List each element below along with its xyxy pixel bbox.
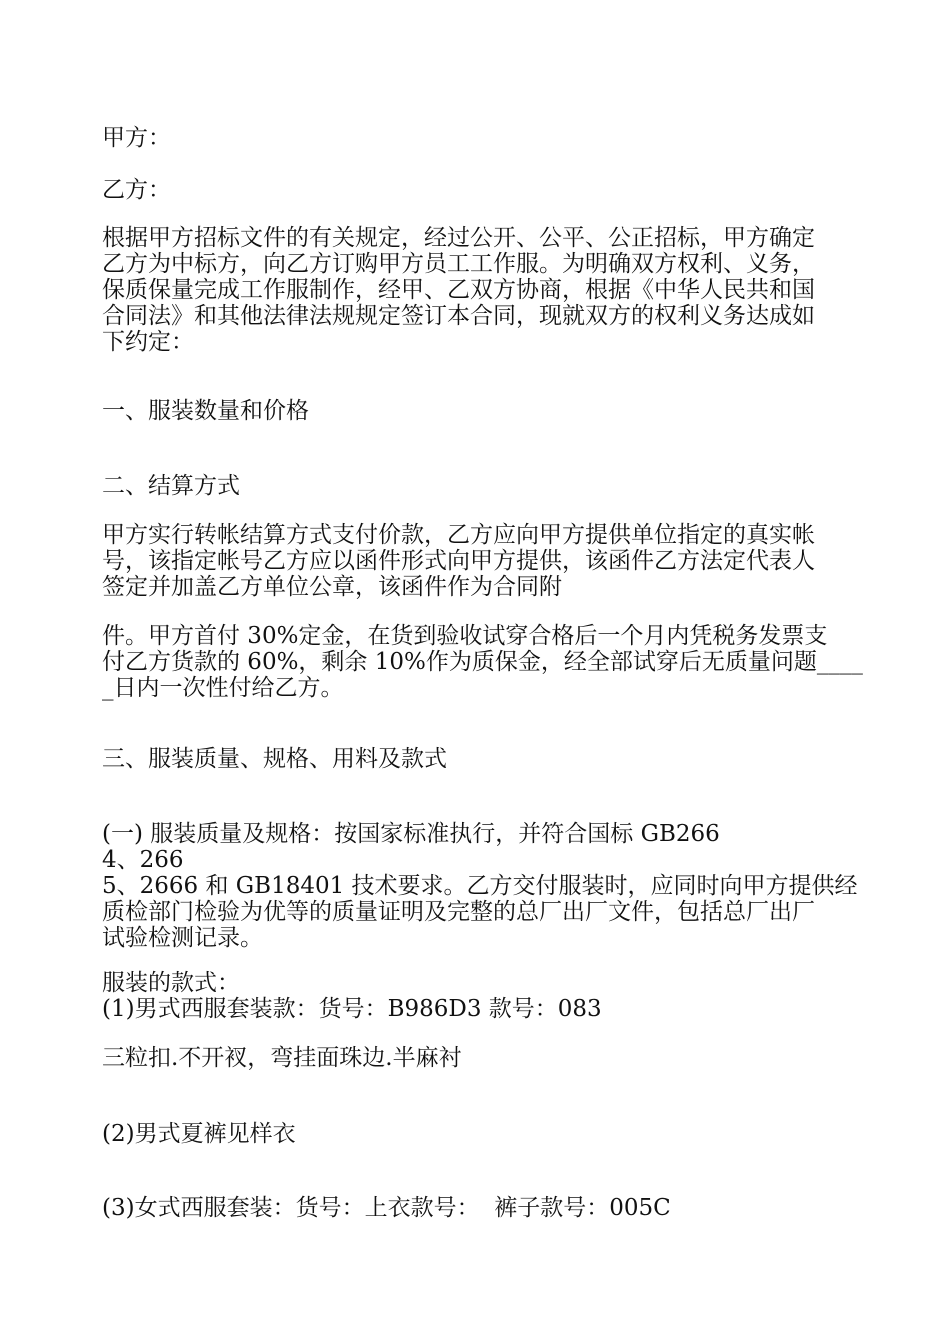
section-heading-settlement: 二、结算方式 [102,473,240,499]
intro-line: 乙方为中标方，向乙方订购甲方员工工作服。为明确双方权利、义务， [102,251,815,277]
section-heading-quantity-price: 一、服装数量和价格 [102,398,309,424]
settlement-line: 签定并加盖乙方单位公章，该函件作为合同附 [102,574,562,600]
quality-line: 质检部门检验为优等的质量证明及完整的总厂出厂文件，包括总厂出厂 [102,899,815,925]
quality-paragraph [102,821,858,951]
style-item-1-description: 三粒扣.不开衩，弯挂面珠边.半麻衬 [102,1045,462,1071]
settlement-line: 甲方实行转帐结算方式支付价款，乙方应向甲方提供单位指定的真实帐 [102,522,815,548]
style-item-2: (2)男式夏裤见样衣 [102,1121,296,1147]
quality-line: 5、2666 和 GB18401 技术要求。乙方交付服装时，应同时向甲方提供经 [102,873,858,899]
settlement-line: 号，该指定帐号乙方应以函件形式向甲方提供，该函件乙方法定代表人 [102,548,815,574]
section-heading-quality: 三、服装质量、规格、用料及款式 [102,746,447,772]
payment-line: 付乙方货款的 60%，剩余 10%作为质保金，经全部试穿后无质量问题____ [102,649,863,675]
quality-line: 试验检测记录。 [102,925,263,951]
party-b-label: 乙方： [102,177,171,203]
style-item-1: (1)男式西服套装款：货号：B986D3 款号：083 [102,996,602,1022]
styles-heading: 服装的款式： [102,970,240,996]
intro-line: 根据甲方招标文件的有关规定，经过公开、公平、公正招标，甲方确定 [102,225,815,251]
payment-line: 件。甲方首付 30%定金，在货到验收试穿合格后一个月内凭税务发票支 [102,623,828,649]
intro-paragraph [102,225,852,355]
style-item-3: (3)女式西服套装：货号：上衣款号： 裤子款号：005C [102,1195,671,1221]
payment-line: _日内一次性付给乙方。 [102,675,344,701]
payment-paragraph [102,623,863,701]
quality-line: (一) 服装质量及规格：按国家标准执行，并符合国标 GB266 [102,821,720,847]
intro-line: 下约定： [102,329,194,355]
settlement-paragraph [102,522,852,600]
intro-line: 保质保量完成工作服制作，经甲、乙双方协商，根据《中华人民共和国 [102,277,815,303]
intro-line: 合同法》和其他法律法规规定签订本合同，现就双方的权利义务达成如 [102,303,815,329]
quality-line: 4、266 [102,847,184,873]
party-a-label: 甲方： [102,125,171,151]
